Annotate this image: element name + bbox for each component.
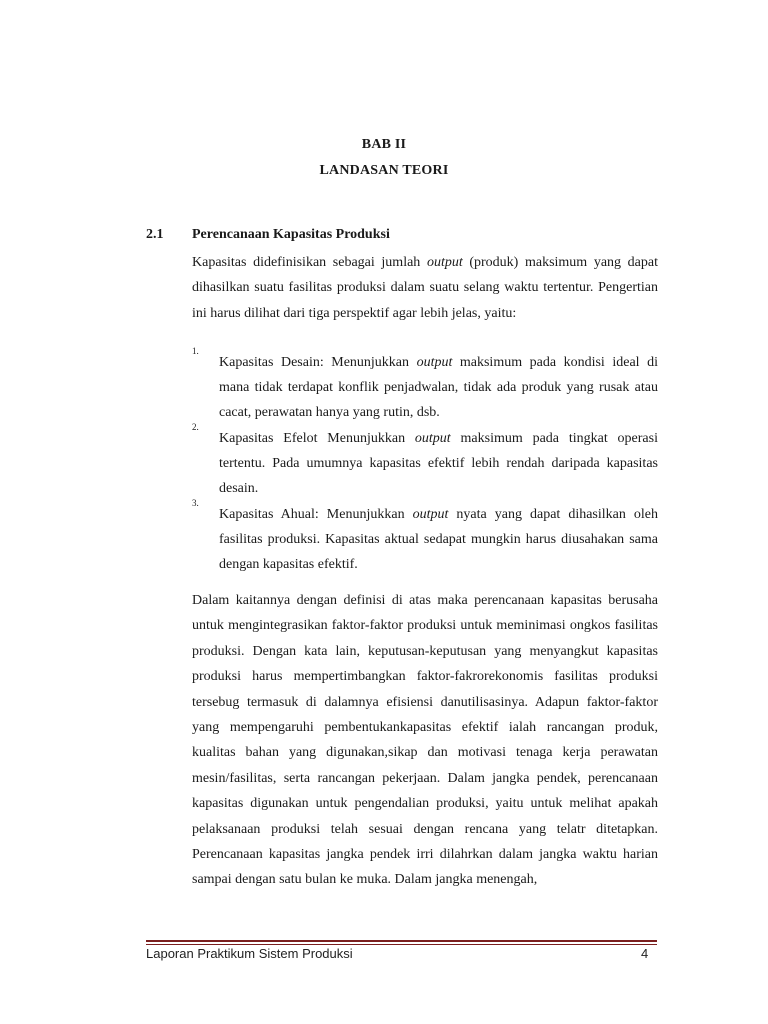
- footer-rule-thin: [146, 944, 657, 945]
- section-title: Perencanaan Kapasitas Produksi: [192, 227, 390, 242]
- intro-emphasis: output: [426, 255, 463, 270]
- chapter-title: LANDASAN TEORI: [319, 163, 449, 178]
- list-marker: 2.: [192, 422, 199, 432]
- intro-paragraph: [192, 250, 658, 326]
- list-item-text: [219, 502, 658, 578]
- body-paragraph: Dalam kaitannya dengan definisi di atas maka perencanaan kapasitas berusaha untuk mengintegrasikan faktor-faktor produksi untuk meminimasi ongkos fasilitas produksi. Dengan kata lain, keputusan-keputusan yang menyangkut kapasitas produksi harus mempertimbangkan faktor-fakrorekonomis fasilitas produksi tersebug termasuk di dalamnya efisiensi danutilisasinya. Adapun faktor-faktor yang mempengaruhi pembentukankapasitas efektif ialah rancangan produk, kualitas bahan yang digunakan,sikap dan motivasi tenaga kerja perawatan mesin/fasilitas, serta rancangan pekerjaan. Dalam jangka pendek, perencanaan kapasitas digunakan untuk pengendalian produksi, yaitu untuk melihat apakah pelaksanaan produksi telah sesuai dengan rencana yang telatr ditetapkan. Perencanaan kapasitas jangka pendek irri dilahrkan dalam jangka waktu harian sampai dengan satu bulan ke muka. Dalam jangka menengah,: [192, 593, 658, 888]
- footer-title: Laporan Praktikum Sistem Produksi: [146, 946, 353, 961]
- list-item-text-after: maksimum pada tingkat operasi tertentu. Pada umumnya kapasitas efektif lebih rendah daripada kapasitas desain.: [219, 431, 658, 497]
- list-item-text-after: nyata yang dapat dihasilkan oleh fasilitas produksi. Kapasitas aktual sedapat mungkin harus diusahakan sama dengan kapasitas efektif.: [219, 507, 659, 573]
- page-number: 4: [641, 946, 649, 961]
- list-item-emphasis: output: [412, 507, 449, 522]
- list-item-text: [219, 426, 658, 502]
- intro-text-after: (produk) maksimum yang dapat dihasilkan suatu fasilitas produksi dalam suatu selang waktu tertentur. Pengertian ini harus dilihat dari tiga perspektif agar lebih jelas, yaitu:: [192, 255, 658, 321]
- list-item-emphasis: output: [414, 431, 451, 446]
- list-item-emphasis: output: [416, 355, 453, 370]
- list-marker: 1.: [192, 346, 199, 356]
- list-item-text: [219, 350, 658, 426]
- list-item-text-before: Kapasitas Ahual: Menunjukkan: [219, 507, 413, 522]
- intro-text-before: Kapasitas didefinisikan sebagai jumlah: [192, 255, 427, 270]
- footer-rule: [146, 940, 657, 942]
- section-number: 2.1: [146, 227, 164, 242]
- list-marker: 3.: [192, 498, 199, 508]
- list-item-text-after: maksimum pada kondisi ideal di mana tidak terdapat konflik penjadwalan, tidak ada produk yang rusak atau cacat, perawatan hanya yang rutin, dsb.: [219, 355, 658, 421]
- chapter-number: BAB II: [361, 137, 407, 152]
- list-item-text-before: Kapasitas Desain: Menunjukkan: [219, 355, 417, 370]
- list-item-text-before: Kapasitas Efelot Menunjukkan: [219, 431, 415, 446]
